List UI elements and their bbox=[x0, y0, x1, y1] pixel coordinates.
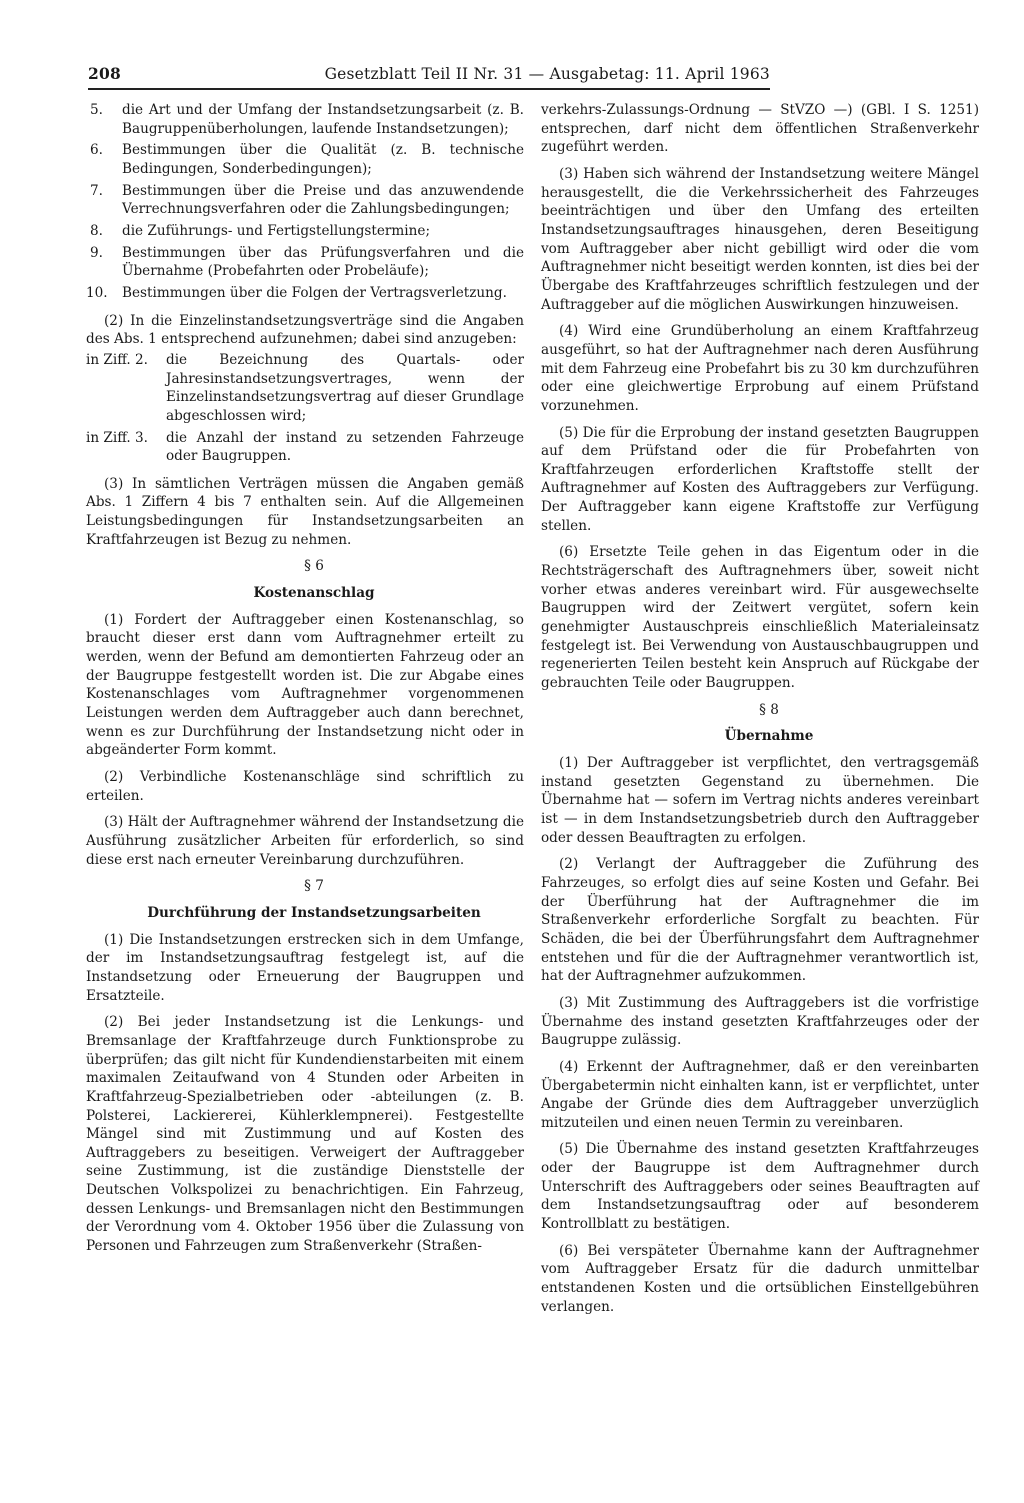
header-title: Gesetzblatt Teil II Nr. 31 — Ausgabetag: 11. April 1963 bbox=[324, 65, 770, 83]
paragraph: (1) Der Auftraggeber ist verpflichtet, den vertragsgemäß instand gesetzten Gegenstand zu übernehmen. Die Übernahme hat — sofern im Vertrag nichts anderes vereinbart ist — in dem Instandsetzungsbetrieb durch den Auftraggeber oder dessen Beauftragten zu erfolgen. bbox=[541, 755, 979, 846]
list-item bbox=[86, 182, 524, 219]
list-item bbox=[86, 141, 524, 178]
section-number: § 7 bbox=[304, 878, 324, 895]
paragraph: (3) Mit Zustimmung des Auftraggebers ist die vorfristige Übernahme des instand gesetzten Kraftfahrzeuges oder der Baugruppe zulässig. bbox=[541, 994, 979, 1049]
header-rule bbox=[88, 88, 770, 90]
list-text: Bestimmungen über die Preise und das anzuwendende Verrechnungsverfahren oder die Zahlungsbedingungen; bbox=[122, 182, 524, 218]
running-header bbox=[88, 62, 770, 86]
list-number: 6. bbox=[90, 142, 103, 159]
paragraph: (6) Bei verspäteter Übernahme kann der Auftragnehmer vom Auftraggeber Ersatz für die dadurch unmittelbar entstandenen Kosten und die ortsüblichen Einstellgebühren verlangen. bbox=[541, 1242, 979, 1315]
paragraph: (1) Fordert der Auftraggeber einen Kostenanschlag, so braucht dieser erst dann vom Auftragnehmer erteilt zu werden, wenn der Befund am demontierten Fahrzeug oder an der Baugruppe festgestellt worden ist. Die zur Abgabe eines Kostenanschlages vom Auftragnehmer vorgenommenen Leistungen werden dem Auftraggeber auch dann berechnet, wenn es zur Durchführung der Instandsetzung nicht oder in abgeänderter Form kommt. bbox=[86, 611, 524, 759]
ziff-text: die Anzahl der instand zu setzenden Fahrzeuge oder Baugruppen. bbox=[166, 429, 524, 465]
list-text: Bestimmungen über das Prüfungsverfahren und die Übernahme (Probefahrten oder Probeläufe); bbox=[122, 244, 524, 280]
list-item bbox=[86, 284, 524, 303]
list-text: die Art und der Umfang der Instandsetzungsarbeit (z. B. Baugruppenüberholungen, laufende Instandsetzungen); bbox=[122, 102, 524, 137]
list-number: 7. bbox=[90, 182, 103, 199]
paragraph: (2) In die Einzelinstandsetzungsverträge sind die Angaben des Abs. 1 entsprechend aufzunehmen; dabei sind anzugeben: bbox=[86, 312, 524, 348]
list-number: 9. bbox=[90, 244, 103, 261]
paragraph: (2) Verlangt der Auftraggeber die Zuführung des Fahrzeuges, so erfolgt dies auf seine Kosten und Gefahr. Bei der Überführung hat der Auftragnehmer die im Straßenverkehr erforderliche Sorgfalt zu beachten. Für Schäden, die bei der Überführungsfahrt dem Auftragnehmer entstehen und für die der Auftragnehmer verantwortlich ist, hat der Auftragnehmer aufzukommen. bbox=[541, 856, 979, 985]
list-item bbox=[86, 222, 524, 241]
section-number: § 6 bbox=[304, 558, 324, 575]
list-text: Bestimmungen über die Qualität (z. B. technische Bedingungen, Sonderbedingungen); bbox=[122, 142, 524, 177]
list-item bbox=[86, 101, 524, 138]
section-title: Durchführung der Instandsetzungsarbeiten bbox=[147, 904, 481, 921]
paragraph: (2) Bei jeder Instandsetzung ist die Lenkungs- und Bremsanlage der Kraftfahrzeuge durch Funktionsprobe zu überprüfen; das gilt nicht für Kundendienstarbeiten mit einem maximalen Zeitaufwand von 4 Stunden oder Arbeiten in Kraftfahrzeug-Spezialbetrieben oder -abteilungen (z. B. Polsterei, Lackiererei, Kühlerklempnerei). Festgestellte Mängel sind mit Zustimmung und auf Kosten des Auftraggebers zu beseitigen. Verweigert der Auftraggeber seine Zustimmung, ist die zuständige Dienststelle der Deutschen Volkspolizei zu benachrichtigen. Ein Fahrzeug, dessen Lenkungs- und Bremsanlagen nicht den Bestimmungen der Verordnung vom 4. Oktober 1956 über die Zulassung von Personen und Fahrzeugen zum Straßenverkehr (Straßen- bbox=[86, 1014, 524, 1255]
page-number: 208 bbox=[88, 64, 121, 83]
paragraph: (6) Ersetzte Teile gehen in das Eigentum oder in die Rechtsträgerschaft des Auftragnehmers über, soweit nicht vorher etwas anderes vereinbart wird. Für ausgewechselte Baugruppen wird der Zeitwert vergütet, sofern kein genehmigter Austauschpreis einschließlich Materialeinsatz festgelegt ist. Bei Verwendung von Austauschbaugruppen und regenerierten Teilen besteht kein Anspruch auf Rückgabe der gebrauchten Teile oder Baugruppen. bbox=[541, 544, 979, 692]
section-title: Übernahme bbox=[724, 728, 814, 745]
list-number: 5. bbox=[90, 102, 103, 118]
ziff-label: in Ziff. 3. bbox=[86, 429, 149, 446]
list-text: die Zuführungs- und Fertigstellungstermine; bbox=[122, 222, 431, 239]
paragraph: (5) Die für die Erprobung der instand gesetzten Baugruppen auf dem Prüfstand oder die für Probefahrten von Kraftfahrzeugen erforderlichen Kraftstoffe stellt der Auftragnehmer auf Kosten des Auftraggebers zur Verfügung. Der Auftraggeber kann eigene Kraftstoffe zur Verfügung stellen. bbox=[541, 424, 979, 534]
list-item bbox=[86, 244, 524, 281]
paragraph: (5) Die Übernahme des instand gesetzten Kraftfahrzeuges oder der Baugruppe ist dem Auftragnehmer durch Unterschrift des Auftraggebers oder seines Beauftragten auf dem Instandsetzungsauftrag oder auf besonderem Kontrollblatt zu bestätigen. bbox=[541, 1141, 979, 1233]
paragraph: (3) Haben sich während der Instandsetzung weitere Mängel herausgestellt, die die Verkehrssicherheit des Fahrzeuges beeinträchtigen und über den Umfang des erteilten Instandsetzungsauftrages hinausgehen, deren Beseitigung vom Auftraggeber aber nicht gebilligt wird oder die vom Auftragnehmer nicht beseitigt werden konnten, ist dies bei der Übergabe des Kraftfahrzeuges schriftlich festzulegen und der Auftraggeber auf die möglichen Auswirkungen hinzuweisen. bbox=[541, 165, 979, 313]
paragraph: (4) Wird eine Grundüberholung an einem Kraftfahrzeug ausgeführt, so hat der Auftragnehmer nach deren Ausführung mit dem Fahrzeug eine Probefahrt bis zu 30 km durchzuführen oder eine gleichwertige Erprobung auf einem Prüfstand vorzunehmen. bbox=[541, 323, 979, 414]
ziff-item bbox=[86, 351, 524, 426]
left-column bbox=[86, 101, 524, 1264]
section-number: § 8 bbox=[759, 701, 779, 718]
paragraph: (4) Erkennt der Auftragnehmer, daß er den vereinbarten Übergabetermin nicht einhalten kann, ist er verpflichtet, unter Angabe der Gründe dies dem Auftraggeber unverzüglich mitzuteilen und einen neuen Termin zu vereinbaren. bbox=[541, 1058, 979, 1131]
ziff-label: in Ziff. 2. bbox=[86, 351, 149, 368]
paragraph: (3) Hält der Auftragnehmer während der Instandsetzung die Ausführung zusätzlicher Arbeiten für erforderlich, so sind diese erst nach erneuter Vereinbarung durchzuführen. bbox=[86, 814, 524, 868]
paragraph: (1) Die Instandsetzungen erstrecken sich in dem Umfange, der im Instandsetzungsauftrag festgelegt ist, auf die Instandsetzung oder Erneuerung der Baugruppen und Ersatzteile. bbox=[86, 931, 524, 1004]
right-column bbox=[541, 101, 979, 1324]
ziff-text: die Bezeichnung des Quartals- oder Jahresinstandsetzungsvertrages, wenn der Einzelinstandsetzungsvertrag auf dieser Grundlage abgeschlossen wird; bbox=[166, 351, 524, 424]
paragraph: (3) In sämtlichen Verträgen müssen die Angaben gemäß Abs. 1 Ziffern 4 bis 7 enthalten sein. Auf die Allgemeinen Leistungsbedingungen für Instandsetzungsarbeiten an Kraftfahrzeugen ist Bezug zu nehmen. bbox=[86, 475, 524, 548]
list-number: 8. bbox=[90, 222, 103, 239]
ziff-item bbox=[86, 429, 524, 466]
list-text: Bestimmungen über die Folgen der Vertragsverletzung. bbox=[122, 284, 507, 301]
paragraph-continuation: verkehrs-Zulassungs-Ordnung — StVZO —) (GBl. I S. 1251) entsprechen, darf nicht dem öffentlichen Straßenverkehr zugeführt werden. bbox=[541, 102, 979, 156]
section-title: Kostenanschlag bbox=[253, 585, 375, 602]
list-number: 10. bbox=[86, 284, 108, 301]
paragraph: (2) Verbindliche Kostenanschläge sind schriftlich zu erteilen. bbox=[86, 769, 524, 804]
